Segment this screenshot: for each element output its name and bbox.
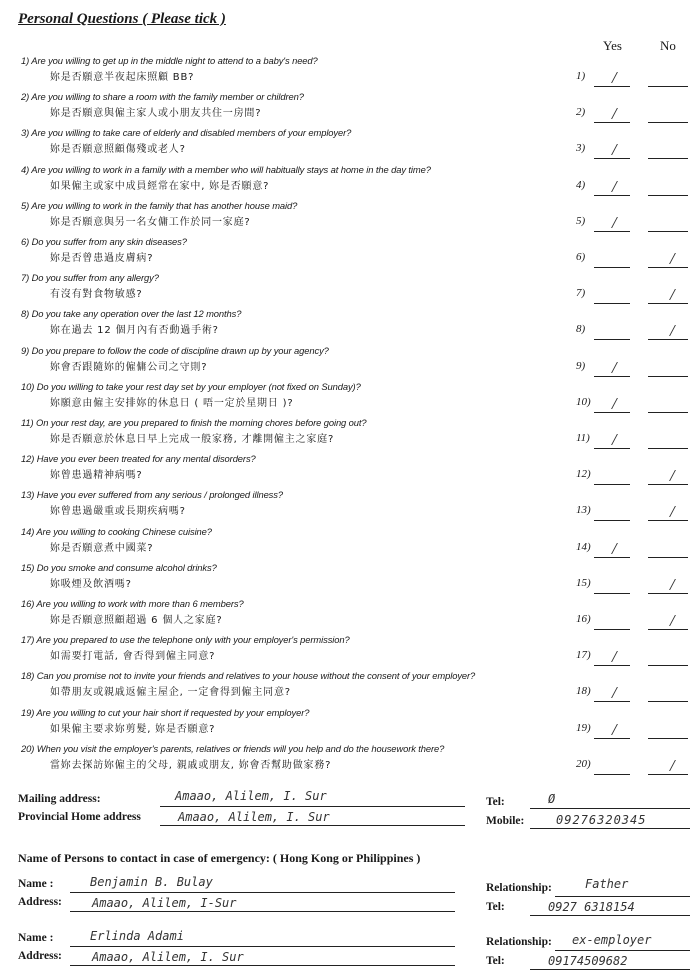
tick-mark-icon (655, 760, 676, 771)
no-answer-line[interactable] (648, 86, 688, 87)
question-text: 17) Are you prepared to use the telephone only with your employer's permission? (21, 634, 350, 646)
emergency-2-name: Erlinda Adami (90, 929, 184, 943)
answer-number: 20) (576, 757, 591, 770)
mobile-value: 09276320345 (556, 813, 647, 827)
no-answer-line[interactable] (648, 122, 688, 123)
tick-mark-icon (597, 543, 618, 554)
question-text: 7) Do you suffer from any allergy? (21, 272, 159, 284)
question-row (0, 345, 700, 381)
answer-number: 13) (576, 504, 591, 517)
answer-number: 5) (576, 214, 586, 227)
emergency-2-address: Amaao, Alilem, I. Sur (92, 950, 244, 964)
question-text: 13) Have you ever suffered from any serious / prolonged illness? (21, 489, 283, 501)
question-text: 5) Are you willing to work in the family that has another house maid? (21, 199, 298, 211)
yes-answer-line[interactable] (594, 267, 630, 268)
no-answer-line[interactable] (648, 701, 688, 702)
yes-answer-line[interactable] (594, 158, 630, 159)
tick-mark-icon (597, 398, 618, 409)
emergency-2-relationship-line (555, 950, 690, 951)
yes-answer-line[interactable] (594, 738, 630, 739)
emergency-1-tel-line (530, 915, 690, 916)
question-text-chinese: 妳是否願意於休息日早上完成一般家務, 才離開僱主之家庭? (50, 434, 335, 445)
question-row (0, 381, 700, 417)
question-text-chinese: 妳是否曾患過皮膚病? (50, 253, 154, 264)
answer-number: 12) (576, 468, 591, 481)
question-text-chinese: 妳是否願意照顧傷殘或老人? (50, 144, 186, 156)
question-text: 14) Are you willing to cooking Chinese cuisine? (21, 525, 212, 537)
question-text-chinese: 如帶朋友或親戚返僱主屋企, 一定會得到僱主同意? (50, 687, 291, 699)
question-text-chinese: 妳吸煙及飲酒嗎? (50, 578, 132, 590)
emergency-1-address: Amaao, Alilem, I-Sur (92, 896, 237, 910)
question-text: 19) Are you willing to cut your hair short if requested by your employer? (21, 706, 310, 718)
no-answer-line[interactable] (648, 774, 688, 775)
question-text-chinese: 妳曾患過嚴重或長期疾病嗎? (50, 506, 186, 518)
tick-mark-icon (655, 325, 676, 336)
emergency-1-tel: 0927 6318154 (548, 900, 635, 914)
question-text-chinese: 妳曾患過精神病嗎? (50, 470, 143, 482)
question-text: 2) Are you willing to share a room with the family member or children? (21, 91, 304, 103)
tick-mark-icon (597, 144, 618, 155)
mailing-address-label: Mailing address: (18, 793, 101, 805)
emergency-1-address-label: Address: (18, 896, 62, 908)
answer-number: 2) (576, 106, 586, 119)
tick-mark-icon (597, 108, 618, 119)
tel-label: Tel: (486, 796, 505, 808)
question-text: 11) On your rest day, are you prepared to finish the morning chores before going out? (21, 417, 367, 428)
tick-mark-icon (655, 253, 676, 264)
yes-answer-line[interactable] (594, 231, 630, 232)
tick-mark-icon (655, 289, 676, 300)
no-answer-line[interactable] (648, 303, 688, 304)
question-text: 12) Have you ever been treated for any mental disorders? (21, 453, 256, 465)
no-answer-line[interactable] (648, 484, 688, 485)
question-text-chinese: 有沒有對食物敏感? (50, 289, 143, 301)
no-answer-line[interactable] (648, 593, 688, 594)
tick-mark-icon (597, 724, 618, 735)
mobile-line (530, 828, 690, 829)
tick-mark-icon (597, 362, 618, 373)
question-text: 18) Can you promise not to invite your friends and relatives to your house without the consent of your employer? (21, 670, 476, 682)
question-text-chinese: 妳在過去 12 個月內有否動過手術? (50, 325, 219, 337)
yes-answer-line[interactable] (594, 122, 630, 123)
answer-number: 1) (576, 70, 586, 82)
question-text-chinese: 妳願意由僱主安排妳的休息日 ( 唔一定於星期日 )? (50, 397, 294, 409)
emergency-2-address-line (70, 965, 455, 966)
provincial-address-value: Amaao, Alilem, I. Sur (178, 810, 330, 824)
question-row (0, 164, 700, 200)
question-text-chinese: 妳是否願意與僱主家人或小朋友共住一房間? (50, 108, 262, 120)
no-answer-line[interactable] (648, 376, 688, 377)
no-answer-line[interactable] (648, 339, 688, 340)
answer-number: 18) (576, 685, 591, 698)
tick-mark-icon (597, 651, 618, 662)
tel-line (530, 808, 690, 809)
answer-number: 11) (576, 432, 590, 444)
question-text: 6) Do you suffer from any skin diseases? (21, 236, 187, 247)
question-row (0, 634, 700, 670)
no-answer-line[interactable] (648, 448, 688, 449)
yes-answer-line[interactable] (594, 701, 630, 702)
question-text: 8) Do you take any operation over the last 12 months? (21, 308, 242, 320)
question-row (0, 272, 700, 308)
yes-answer-line[interactable] (594, 412, 630, 413)
question-row (0, 526, 700, 562)
question-text-chinese: 如果僱主或家中成員經常在家中, 妳是否願意? (50, 180, 270, 192)
emergency-2-address-label: Address: (18, 950, 62, 962)
question-text: 9) Do you prepare to follow the code of discipline drawn up by your agency? (21, 344, 329, 356)
no-answer-line[interactable] (648, 195, 688, 196)
yes-answer-line[interactable] (594, 86, 630, 87)
yes-answer-line[interactable] (594, 665, 630, 666)
question-text-chinese: 如需要打電話, 會否得到僱主同意? (50, 651, 216, 663)
no-answer-line[interactable] (648, 738, 688, 739)
question-text-chinese: 妳是否願意半夜起床照顧 BB? (50, 72, 195, 83)
emergency-2-tel: 09174509682 (548, 954, 628, 968)
answer-number: 7) (576, 287, 586, 300)
yes-answer-line[interactable] (594, 629, 630, 630)
answer-number: 10) (576, 395, 591, 408)
question-row (0, 453, 700, 489)
yes-answer-line[interactable] (594, 520, 630, 521)
emergency-1-relationship: Father (585, 877, 629, 891)
no-answer-line[interactable] (648, 267, 688, 268)
mailing-address-line (160, 806, 465, 807)
tick-mark-icon (655, 615, 676, 626)
question-row (0, 743, 700, 779)
question-text-chinese: 妳是否願意與另一名女傭工作於同一家庭? (50, 216, 251, 228)
question-text-chinese: 如果僱主要求妳剪髮, 妳是否願意? (50, 723, 216, 735)
answer-number: 6) (576, 251, 586, 263)
question-text: 20) When you visit the employer's parents, relatives or friends will you help and do the housework there? (21, 742, 445, 754)
answer-number: 14) (576, 540, 591, 553)
provincial-address-label: Provincial Home address (18, 811, 141, 823)
question-row (0, 670, 700, 706)
question-text: 3) Are you willing to take care of elderly and disabled members of your employer? (21, 127, 352, 139)
emergency-2-relationship: ex-employer (572, 933, 652, 947)
yes-answer-line[interactable] (594, 484, 630, 485)
answer-number: 17) (576, 649, 591, 662)
question-text: 10) Do you willing to take your rest day set by your employer (not fixed on Sunday)? (21, 380, 361, 392)
tick-mark-icon (597, 687, 618, 698)
tel-value: Ø (548, 792, 556, 806)
question-text-chinese: 妳是否願意煮中國菜? (50, 542, 154, 554)
yes-column-header: Yes (603, 38, 622, 53)
emergency-1-address-line (70, 911, 455, 912)
question-row (0, 562, 700, 598)
question-row (0, 598, 700, 634)
yes-answer-line[interactable] (594, 448, 630, 449)
answer-number: 15) (576, 576, 591, 589)
provincial-address-line (160, 825, 465, 826)
no-answer-line[interactable] (648, 629, 688, 630)
answer-number: 4) (576, 178, 586, 191)
yes-answer-line[interactable] (594, 593, 630, 594)
answer-number: 3) (576, 142, 586, 155)
question-row (0, 489, 700, 525)
no-answer-line[interactable] (648, 665, 688, 666)
emergency-1-name-line (70, 892, 455, 893)
question-text: 1) Are you willing to get up in the middle night to attend to a baby's need? (21, 55, 318, 66)
question-row (0, 200, 700, 236)
yes-answer-line[interactable] (594, 376, 630, 377)
tick-mark-icon (655, 506, 676, 517)
no-answer-line[interactable] (648, 158, 688, 159)
question-text-chinese: 妳是否願意照顧超過 6 個人之家庭? (50, 615, 223, 626)
answer-number: 16) (576, 613, 591, 625)
question-text-chinese: 當妳去探訪妳僱主的父母, 親戚或朋友, 妳會否幫助做家務? (50, 759, 332, 771)
tick-mark-icon (655, 470, 676, 481)
emergency-1-name: Benjamin B. Bulay (90, 875, 213, 889)
question-row (0, 308, 700, 344)
question-row (0, 91, 700, 127)
no-answer-line[interactable] (648, 231, 688, 232)
emergency-1-name-label: Name : (18, 878, 54, 890)
question-text: 4) Are you willing to work in a family with a member who will habitually stays at home in the day time? (21, 163, 431, 175)
tick-mark-icon (655, 579, 676, 590)
emergency-1-tel-label: Tel: (486, 901, 505, 913)
no-answer-line[interactable] (648, 557, 688, 558)
mobile-label: Mobile: (486, 815, 525, 827)
no-answer-line[interactable] (648, 520, 688, 521)
mailing-address-value: Amaao, Alilem, I. Sur (175, 789, 327, 803)
emergency-2-tel-label: Tel: (486, 955, 505, 967)
emergency-2-relationship-label: Relationship: (486, 936, 552, 948)
answer-number: 9) (576, 359, 586, 372)
question-text-chinese: 妳會否跟隨妳的僱傭公司之守則? (50, 361, 208, 373)
question-row (0, 707, 700, 743)
form-title: Personal Questions ( Please tick ) (18, 11, 226, 27)
question-row (0, 55, 700, 91)
tick-mark-icon (597, 217, 618, 228)
answer-number: 8) (576, 323, 586, 336)
emergency-1-relationship-label: Relationship: (486, 882, 552, 894)
tick-mark-icon (597, 434, 618, 445)
yes-answer-line[interactable] (594, 303, 630, 304)
emergency-1-relationship-line (555, 896, 690, 897)
yes-answer-line[interactable] (594, 557, 630, 558)
yes-answer-line[interactable] (594, 339, 630, 340)
question-row (0, 417, 700, 453)
answer-number: 19) (576, 721, 591, 734)
question-row (0, 236, 700, 272)
emergency-2-name-line (70, 946, 455, 947)
question-row (0, 127, 700, 163)
yes-answer-line[interactable] (594, 195, 630, 196)
tick-mark-icon (597, 72, 618, 83)
no-answer-line[interactable] (648, 412, 688, 413)
yes-answer-line[interactable] (594, 774, 630, 775)
question-text: 16) Are you willing to work with more than 6 members? (21, 598, 244, 609)
question-text: 15) Do you smoke and consume alcohol drinks? (21, 561, 217, 573)
no-column-header: No (660, 38, 676, 53)
emergency-2-name-label: Name : (18, 932, 54, 944)
emergency-title: Name of Persons to contact in case of emergency: ( Hong Kong or Philippines ) (18, 851, 421, 865)
emergency-2-tel-line (530, 969, 690, 970)
tick-mark-icon (597, 181, 618, 192)
